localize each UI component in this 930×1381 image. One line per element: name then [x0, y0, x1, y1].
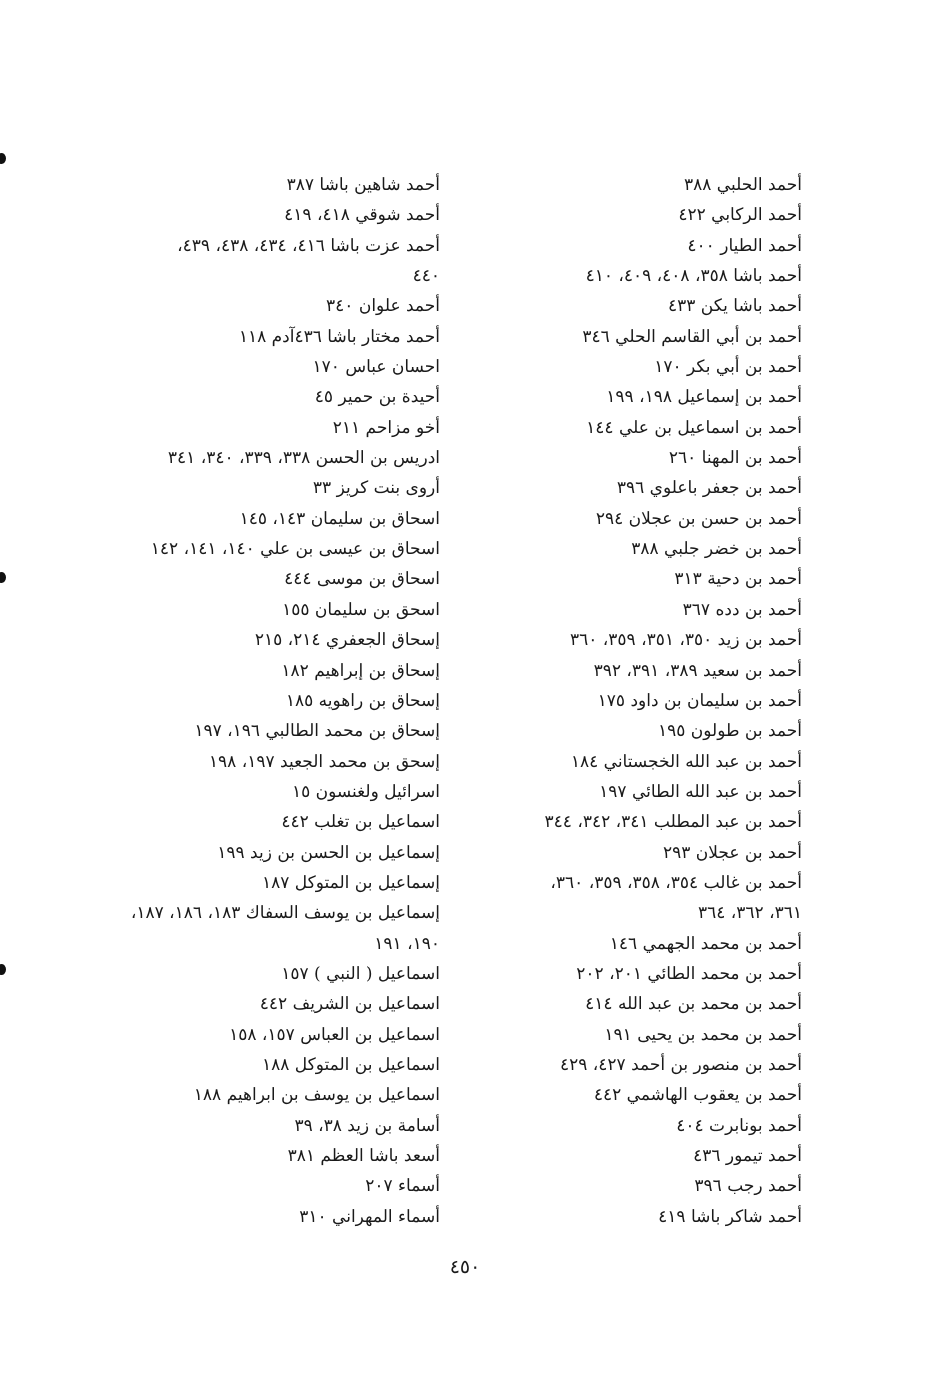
index-entry: أحمد مختار باشا ٤٣٦آدم ١١٨ — [238, 326, 440, 347]
index-entry: أحمد تيمور ٤٣٦ — [693, 1146, 802, 1166]
index-entry: اسحق بن سليمان ١٥٥ — [282, 599, 440, 620]
index-entry: اسماعيل بن المتوكل ١٨٨ — [261, 1054, 440, 1075]
index-entry: أخو مزاحم ٢١١ — [332, 417, 440, 438]
index-entry: أحمد بن حسن بن عجلان ٢٩٤ — [595, 508, 802, 529]
index-entry: إسماعيل بن الحسن بن زيد ١٩٩ — [217, 842, 440, 863]
index-entry: ٤٤٠ — [412, 266, 440, 287]
index-entry: أحمد بن سعيد ٣٨٩، ٣٩١، ٣٩٢ — [593, 660, 802, 681]
index-entry: أحمد بونابرت ٤٠٤ — [676, 1115, 802, 1136]
margin-mark-top — [0, 153, 6, 164]
index-entry: أحمد الركابي ٤٢٢ — [678, 205, 802, 226]
index-entry: أحمد شوقي ٤١٨، ٤١٩ — [284, 205, 440, 226]
index-entry: أحمد بن أبي القاسم الحلي ٣٤٦ — [582, 326, 802, 347]
index-entry: أحمد باشا ٣٥٨، ٤٠٨، ٤٠٩، ٤١٠ — [585, 266, 802, 287]
index-entry: اسحاق بن موسى ٤٤٤ — [284, 569, 440, 590]
index-entry: أحمد بن أبي بكر ١٧٠ — [654, 357, 802, 378]
index-entry: أسعد باشا العظم ٣٨١ — [287, 1146, 440, 1166]
index-entry: أروى بنت كريز ٣٣ — [312, 478, 440, 499]
index-entry: إسحق بن محمد الجعيد ١٩٧، ١٩٨ — [208, 751, 440, 772]
index-entry: اسحاق بن عيسى بن علي ١٤٠، ١٤١، ١٤٢ — [150, 539, 440, 560]
index-entry: ادريس بن الحسن ٣٣٨، ٣٣٩، ٣٤٠، ٣٤١ — [167, 448, 440, 469]
index-entry: أحمد بن إسماعيل ١٩٨، ١٩٩ — [606, 387, 802, 408]
page-number: ٤٥٠ — [449, 1256, 481, 1278]
index-entry: اسماعيل بن العباس ١٥٧، ١٥٨ — [229, 1024, 440, 1045]
index-entry: أحمد بن يعقوب الهاشمي ٤٤٢ — [593, 1085, 802, 1106]
index-entry: ١٩٠، ١٩١ — [374, 933, 440, 954]
index-entry: إسحاق الجعفري ٢١٤، ٢١٥ — [254, 630, 440, 651]
index-entry: أحمد بن عبد الله الطائي ١٩٧ — [599, 781, 802, 802]
index-entry: أسماء ٢٠٧ — [365, 1176, 440, 1197]
index-entry: أحمد بن زيد ٣٥٠، ٣٥١، ٣٥٩، ٣٦٠ — [569, 630, 802, 651]
index-entry: أحمد بن محمد بن يحيى ١٩١ — [604, 1024, 802, 1045]
index-entry: أحمد الحلبي ٣٨٨ — [683, 175, 802, 195]
index-column-left — [40, 170, 440, 1232]
index-entry: أحمد بن سليمان بن داود ١٧٥ — [597, 690, 802, 711]
index-entry: أحمد بن خضر جلبي ٣٨٨ — [631, 539, 802, 560]
margin-mark-middle — [0, 572, 6, 583]
index-entry: احسان عباس ١٧٠ — [312, 357, 440, 378]
index-column-right — [402, 170, 802, 1232]
index-entry: أحمد بن دده ٣٦٧ — [682, 599, 802, 620]
index-entry: إسماعيل بن يوسف السفاك ١٨٣، ١٨٦، ١٨٧، — [130, 903, 440, 924]
index-entry: أحمد شاكر باشا ٤١٩ — [658, 1206, 802, 1227]
index-entry: اسحاق بن سليمان ١٤٣، ١٤٥ — [239, 508, 440, 529]
margin-mark-bottom — [0, 964, 6, 975]
index-entry: اسماعيل ( النبي ) ١٥٧ — [281, 963, 440, 984]
index-entry: اسماعيل بن الشريف ٤٤٢ — [259, 994, 440, 1015]
index-entry: أحمد بن محمد بن عبد الله ٤١٤ — [585, 994, 802, 1015]
index-entry: إسماعيل بن المتوكل ١٨٧ — [261, 872, 440, 893]
index-entry: أحمد بن جعفر باعلوي ٣٩٦ — [616, 478, 802, 499]
index-entry: أحمد بن عجلان ٢٩٣ — [662, 842, 802, 863]
index-entry: أحمد بن غالب ٣٥٤، ٣٥٨، ٣٥٩، ٣٦٠، — [550, 872, 802, 893]
index-entry: أحمد باشا يكن ٤٣٣ — [668, 296, 802, 317]
index-entry: أحمد بن المهنا ٢٦٠ — [668, 448, 802, 469]
index-entry: أحمد بن محمد الجهمي ١٤٦ — [609, 933, 802, 954]
index-entry: أحمد الطيار ٤٠٠ — [687, 235, 802, 256]
index-entry: اسماعيل بن تغلب ٤٤٢ — [281, 812, 440, 833]
index-entry: إسحاق بن راهويه ١٨٥ — [285, 690, 440, 711]
index-entry: أحمد بن طولون ١٩٥ — [657, 721, 802, 742]
index-entry: أسماء المهراني ٣١٠ — [299, 1206, 440, 1227]
index-entry: أحمد بن محمد الطائي ٢٠١، ٢٠٢ — [576, 963, 802, 984]
index-entry: أحمد شاهين باشا ٣٨٧ — [286, 175, 440, 195]
index-entry: اسرائيل ولغنسون ١٥ — [291, 781, 440, 802]
index-entry: أحمد بن اسماعيل بن علي ١٤٤ — [586, 417, 802, 438]
index-entry: إسحاق بن إبراهيم ١٨٢ — [281, 660, 440, 681]
index-entry: اسماعيل بن يوسف بن ابراهيم ١٨٨ — [193, 1085, 440, 1106]
index-entry: أحمد بن منصور بن أحمد ٤٢٧، ٤٢٩ — [559, 1054, 802, 1075]
index-entry: أحيدة بن حمير ٤٥ — [314, 387, 440, 408]
index-entry: أحمد رجب ٣٩٦ — [694, 1176, 802, 1197]
index-entry: أحمد بن عبد المطلب ٣٤١، ٣٤٢، ٣٤٤ — [544, 812, 802, 833]
index-entry: أسامة بن زيد ٣٨، ٣٩ — [294, 1115, 440, 1136]
index-entry: أحمد بن عبد الله الخجستاني ١٨٤ — [570, 751, 802, 772]
index-entry: أحمد بن دحية ٣١٣ — [674, 569, 802, 590]
index-entry: أحمد علوان ٣٤٠ — [326, 296, 440, 317]
index-entry: ٣٦١، ٣٦٢، ٣٦٤ — [698, 903, 802, 924]
index-entry: أحمد عزت باشا ٤١٦، ٤٣٤، ٤٣٨، ٤٣٩، — [177, 235, 440, 256]
index-entry: إسحاق بن محمد الطالبي ١٩٦، ١٩٧ — [194, 721, 440, 742]
